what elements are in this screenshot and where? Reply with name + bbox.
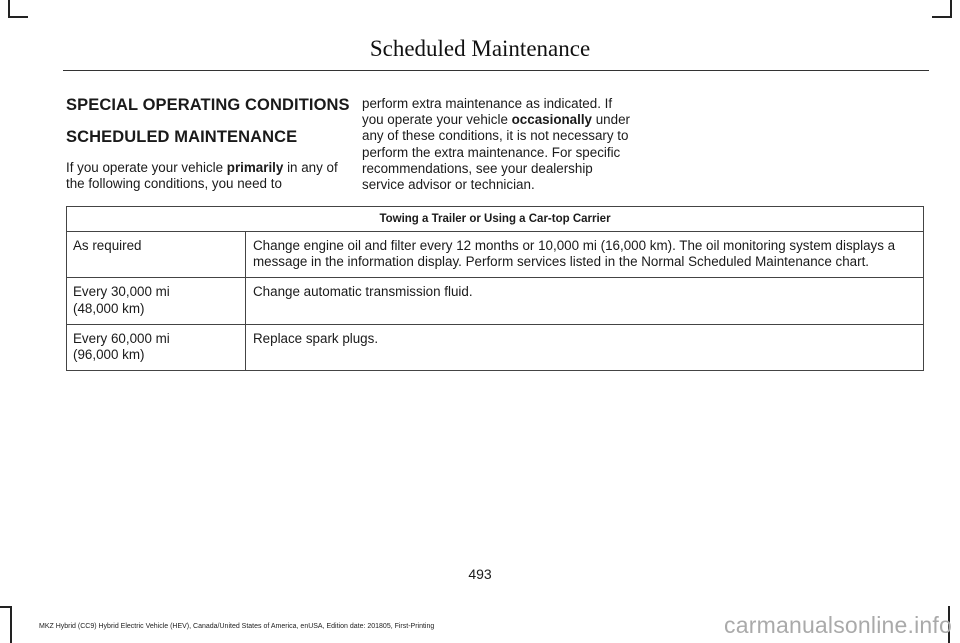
crop-mark xyxy=(0,606,12,608)
left-column xyxy=(66,96,350,192)
interval-cell xyxy=(67,324,246,370)
watermark-text: carmanualsonline.info xyxy=(724,612,952,638)
text-run: perform extra maintenance as indicated. If you operate your vehicle xyxy=(362,96,613,128)
emphasis-text: occasionally xyxy=(511,112,593,128)
emphasis-text: primarily xyxy=(226,160,284,175)
interval-km: (48,000 km) xyxy=(73,300,145,316)
text-run: If you operate your vehicle xyxy=(66,160,227,175)
middle-column xyxy=(362,96,637,193)
table-row xyxy=(67,278,924,324)
table-title: Towing a Trailer or Using a Car-top Carrier xyxy=(67,207,924,232)
crop-mark xyxy=(932,16,952,18)
action-cell: Change engine oil and filter every 12 months or 10,000 mi (16,000 km). The oil monitoring system displays a message in the information display. Perform services listed in the Normal Scheduled Maintenance chart. xyxy=(246,232,924,278)
interval-km: (96,000 km) xyxy=(73,347,145,363)
interval-miles: Every 30,000 mi xyxy=(73,284,170,300)
page-header-title: Scheduled Maintenance xyxy=(369,36,591,61)
section-heading: SPECIAL OPERATING CONDITIONS xyxy=(66,96,350,114)
crop-mark xyxy=(10,606,12,643)
edition-footer: MKZ Hybrid (CC9) Hybrid Electric Vehicle (HEV), Canada/United States of America, enUSA, Edition date: 201805, First-Printing xyxy=(39,623,435,630)
header-rule xyxy=(63,70,929,71)
intro-paragraph xyxy=(66,160,346,192)
table-header-row xyxy=(67,207,924,232)
interval-cell: As required xyxy=(67,232,246,278)
section-subheading: SCHEDULED MAINTENANCE xyxy=(66,128,298,146)
page-number: 493 xyxy=(468,566,492,582)
table-row xyxy=(67,324,924,370)
interval-miles: Every 60,000 mi xyxy=(73,330,170,346)
text-run: in any of the following conditions, you need to xyxy=(66,160,338,192)
crop-mark xyxy=(8,16,28,18)
interval-cell xyxy=(67,278,246,324)
text-run: under any of these conditions, it is not necessary to perform the extra maintenance. For specific recommendations, see your dealership service advisor or technician. xyxy=(362,112,630,193)
table-row xyxy=(67,232,924,278)
action-cell: Replace spark plugs. xyxy=(246,324,924,370)
action-cell: Change automatic transmission fluid. xyxy=(246,278,924,324)
continuation-paragraph xyxy=(362,96,637,193)
maintenance-table xyxy=(66,206,924,371)
